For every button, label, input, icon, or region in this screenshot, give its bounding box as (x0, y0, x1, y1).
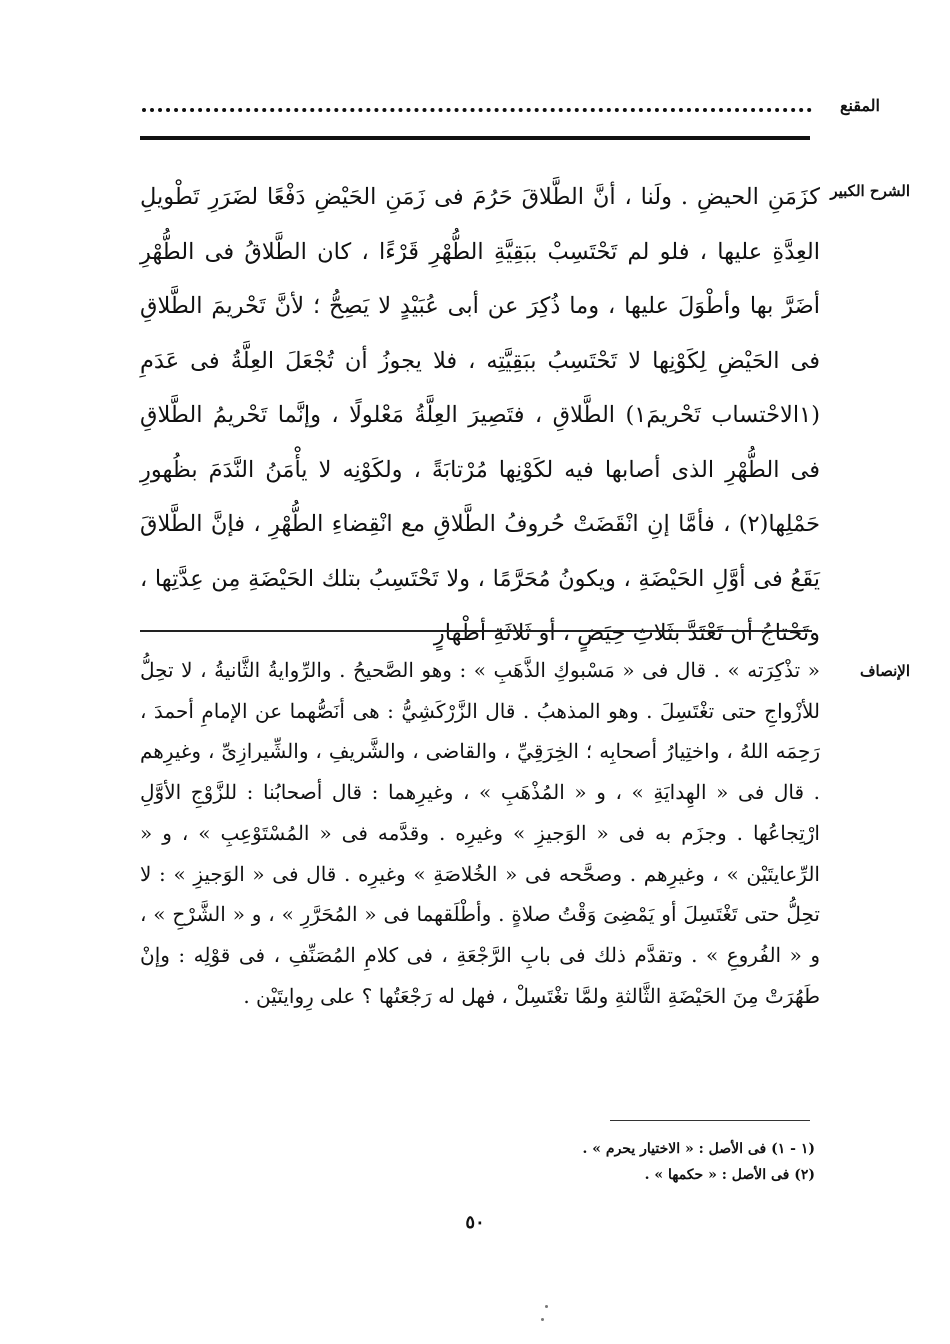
footnote-rule (610, 1120, 810, 1121)
sharh-body-text: كزَمَنِ الحيضِ . ولَنا ، أنَّ الطَّلاقَ حَرُمَ فى زَمَنِ الحَيْضِ دَفْعًا لضَرَرِ تَطْويلِ العِدَّةِ عليها ، فلو لم تَحْتَسِبْ ببَقِيَّةِ الطُّهْرِ قَرْءًا ، كان الطَّلاقُ فى الطُّهْرِ أضَرَّ بها وأطْوَلَ عليها ، وما ذُكِرَ عن أبى عُبَيْدٍ لا يَصِحُّ ؛ لأنَّ تَحْريمَ الطَّلاقِ فى الحَيْضِ لِكَوْنِها لا تَحْتَسِبُ ببَقِيَّتِه ، فلا يجوزُ أن تُجْعَلَ العِلَّةُ فى عَدَمِ (١الاحْتساب تَحْريمَ١) الطَّلاقِ ، فتَصِيرَ العِلَّةُ مَعْلولًا ، وإنَّما تَحْريمُ الطَّلاقِ فى الطُّهْرِ الذى أصابها فيه لكَوْنِها مُرْتابَةً ، ولكَوْنِه لا يأْمَنُ النَّدَمَ بظُهورِ حَمْلِها(٢) ، فأمَّا إنِ انْقَضَتْ حُروفُ الطَّلاقِ مع انْقِضاءِ الطُّهْرِ ، فإنَّ الطَّلاقَ يَقَعُ فى أوَّلِ الحَيْضَةِ ، ويكونُ مُحَرَّمًا ، ولا تَحْتَسِبُ بتلك الحَيْضَةِ مِن عِدَّتِها ، وتَحْتاجُ أن تَعْتَدَّ بثَلاثِ حِيَضٍ ، أو ثَلاثَةِ أطْهارٍ (140, 184, 820, 646)
scan-speck (541, 1318, 544, 1321)
running-header (140, 92, 880, 126)
running-title: المقنع (839, 96, 880, 115)
page-number: ٥٠ (465, 1212, 485, 1233)
footnote-2: (٢) فى الأصل : « حكمها » . (644, 1167, 815, 1183)
dot-leader (142, 108, 812, 112)
sharh-margin-label: الشرح الكبير (830, 182, 910, 200)
footnotes (315, 1136, 815, 1188)
section-divider (140, 630, 812, 632)
footnote-1: (١ - ١) فى الأصل : « الاختيار يحرم » . (582, 1141, 815, 1157)
header-rule (140, 136, 810, 140)
insaf-margin-label: الإنصاف (859, 662, 910, 680)
scan-speck (545, 1305, 548, 1308)
insaf-body-text: « تذْكِرَته » . قال فى « مَسْبوكِ الذَّهَبِ » : وهو الصَّحيحُ . والرِّوايةُ الثَّانيةُ ، لا تحِلُّ للأزْواجِ حتى تغْتَسِلَ . وهو المذهبُ . قال الزَّرْكَشِيُّ : هى أنَصُّهما عن الإمامِ أحمدَ ، رَحِمَه اللهُ ، واختِيارُ أصحابِه ؛ الخِرَقِيِّ ، والقاضى ، والشَّريفِ ، والشِّيرازِىِّ ، وغيرِهم . قال فى « الهِدايَةِ » ، و « المُذْهَبِ » ، وغيرِهما : قال أصحابُنا : للزَّوْجِ الأوَّلِ ارْتِجاعُها . وجزَم به فى « الوَجيزِ » وغيرِه . وقدَّمه فى « المُسْتَوْعِبِ » ، و « الرِّعايتَيْن » ، وغيرِهم . وصحَّحه فى « الخُلاصَةِ » وغيرِه . قال فى « الوَجيزِ » : لا تحِلُّ حتى تَغْتَسِلَ أو يَمْضِىَ وَقْتُ صلاةٍ . وأطْلَقهما فى « المُحَرَّرِ » ، و « الشَّرْحِ » ، و « الفُروعِ » . وتقدَّم ذلك فى بابِ الرَّجْعَةِ ، فى كلامِ المُصَنِّفِ ، فى قوْلِه : وإنْ طَهُرَتْ مِنَ الحَيْضَةِ الثَّالثةِ ولمَّا تغْتَسِلْ ، فهل له رَجْعَتُها ؟ على رِوايتَيْن . (140, 658, 820, 1008)
